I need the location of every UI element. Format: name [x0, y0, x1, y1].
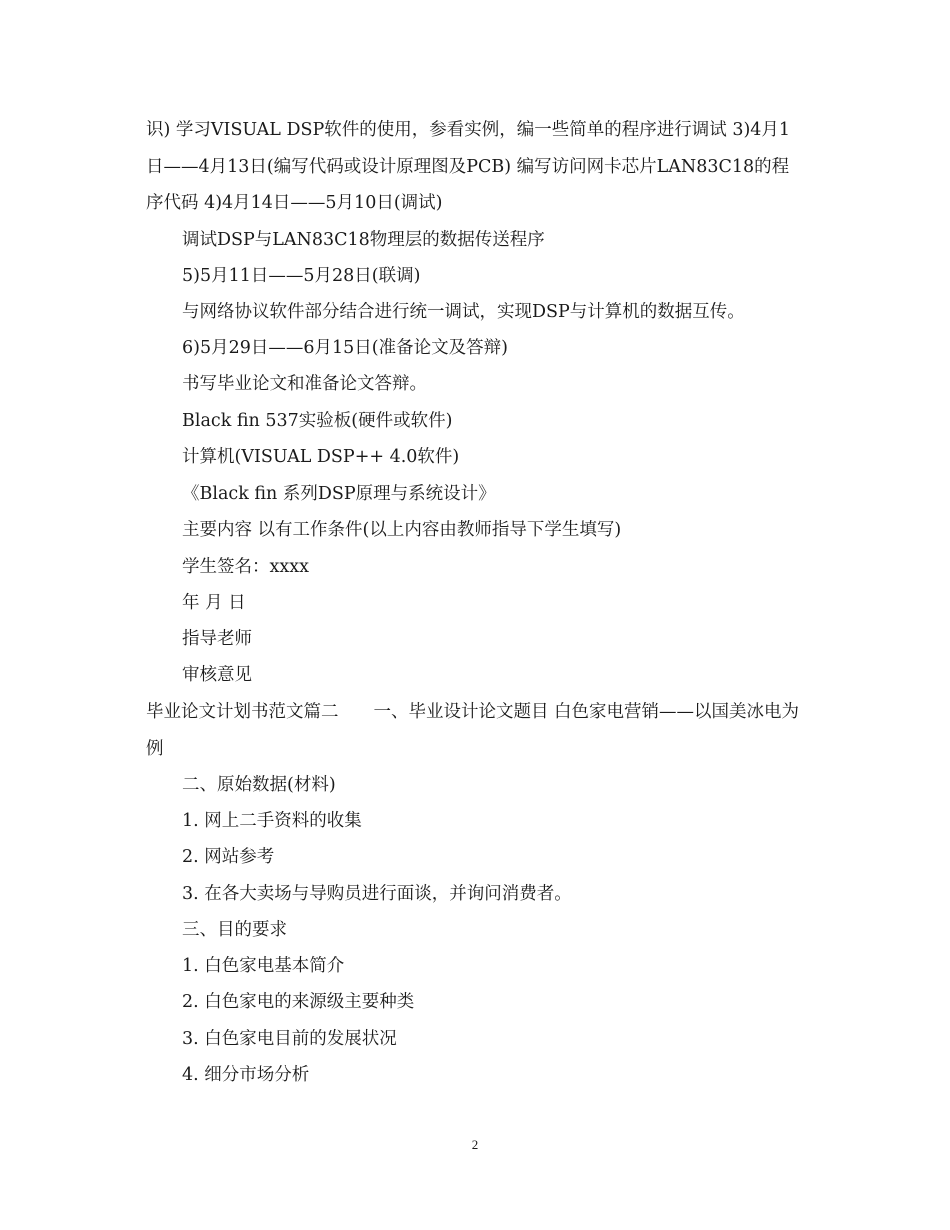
list-item: 2. 白色家电的来源级主要种类	[182, 992, 415, 1012]
paragraph-hardware: Black fin 537实验板(硬件或软件)	[182, 411, 453, 431]
paragraph-section-3-heading: 三、目的要求	[182, 920, 287, 940]
paragraph-date: 年 月 日	[182, 593, 246, 613]
paragraph-advisor: 指导老师	[182, 629, 252, 649]
list-item: 3. 在各大卖场与导购员进行面谈，并询问消费者。	[182, 884, 572, 904]
paragraph-reference-book: 《Black fin 系列DSP原理与系统设计》	[182, 484, 496, 504]
list-item: 1. 网上二手资料的收集	[182, 811, 362, 831]
paragraph-main-content: 主要内容 以有工作条件(以上内容由教师指导下学生填写)	[182, 520, 622, 540]
paragraph-section-2-heading: 二、原始数据(材料)	[182, 775, 336, 795]
paragraph-review: 审核意见	[182, 665, 252, 685]
list-item: 2. 网站参考	[182, 847, 275, 867]
paragraph-joint-debug: 与网络协议软件部分结合进行统一调试，实现DSP与计算机的数据互传。	[182, 302, 745, 322]
paragraph-debug-task: 调试DSP与LAN83C18物理层的数据传送程序	[182, 230, 545, 250]
paragraph-sample-two-title: 毕业论文计划书范文篇二 一、毕业设计论文题目 白色家电营销——以国美冰电为例	[146, 702, 800, 759]
paragraph-phase-5: 5)5月11日——5月28日(联调)	[182, 266, 421, 286]
paragraph-computer: 计算机(VISUAL DSP++ 4.0软件)	[182, 447, 460, 467]
list-item: 4. 细分市场分析	[182, 1065, 310, 1085]
paragraph-phase-6: 6)5月29日——6月15日(准备论文及答辩)	[182, 338, 508, 358]
paragraph-schedule-continued: 识) 学习VISUAL DSP软件的使用，参看实例，编一些简单的程序进行调试 3)4月1日——4月13日(编写代码或设计原理图及PCB) 编写访问网卡芯片LAN83C18的程序代码 4)4月14日——5月10日(调试)	[146, 120, 791, 213]
list-item: 3. 白色家电目前的发展状况	[182, 1029, 397, 1049]
paragraph-thesis-writing: 书写毕业论文和准备论文答辩。	[182, 374, 427, 394]
paragraph-student-signature: 学生签名：xxxx	[182, 557, 309, 577]
page-number: 2	[471, 1137, 479, 1152]
list-item: 1. 白色家电基本简介	[182, 956, 345, 976]
